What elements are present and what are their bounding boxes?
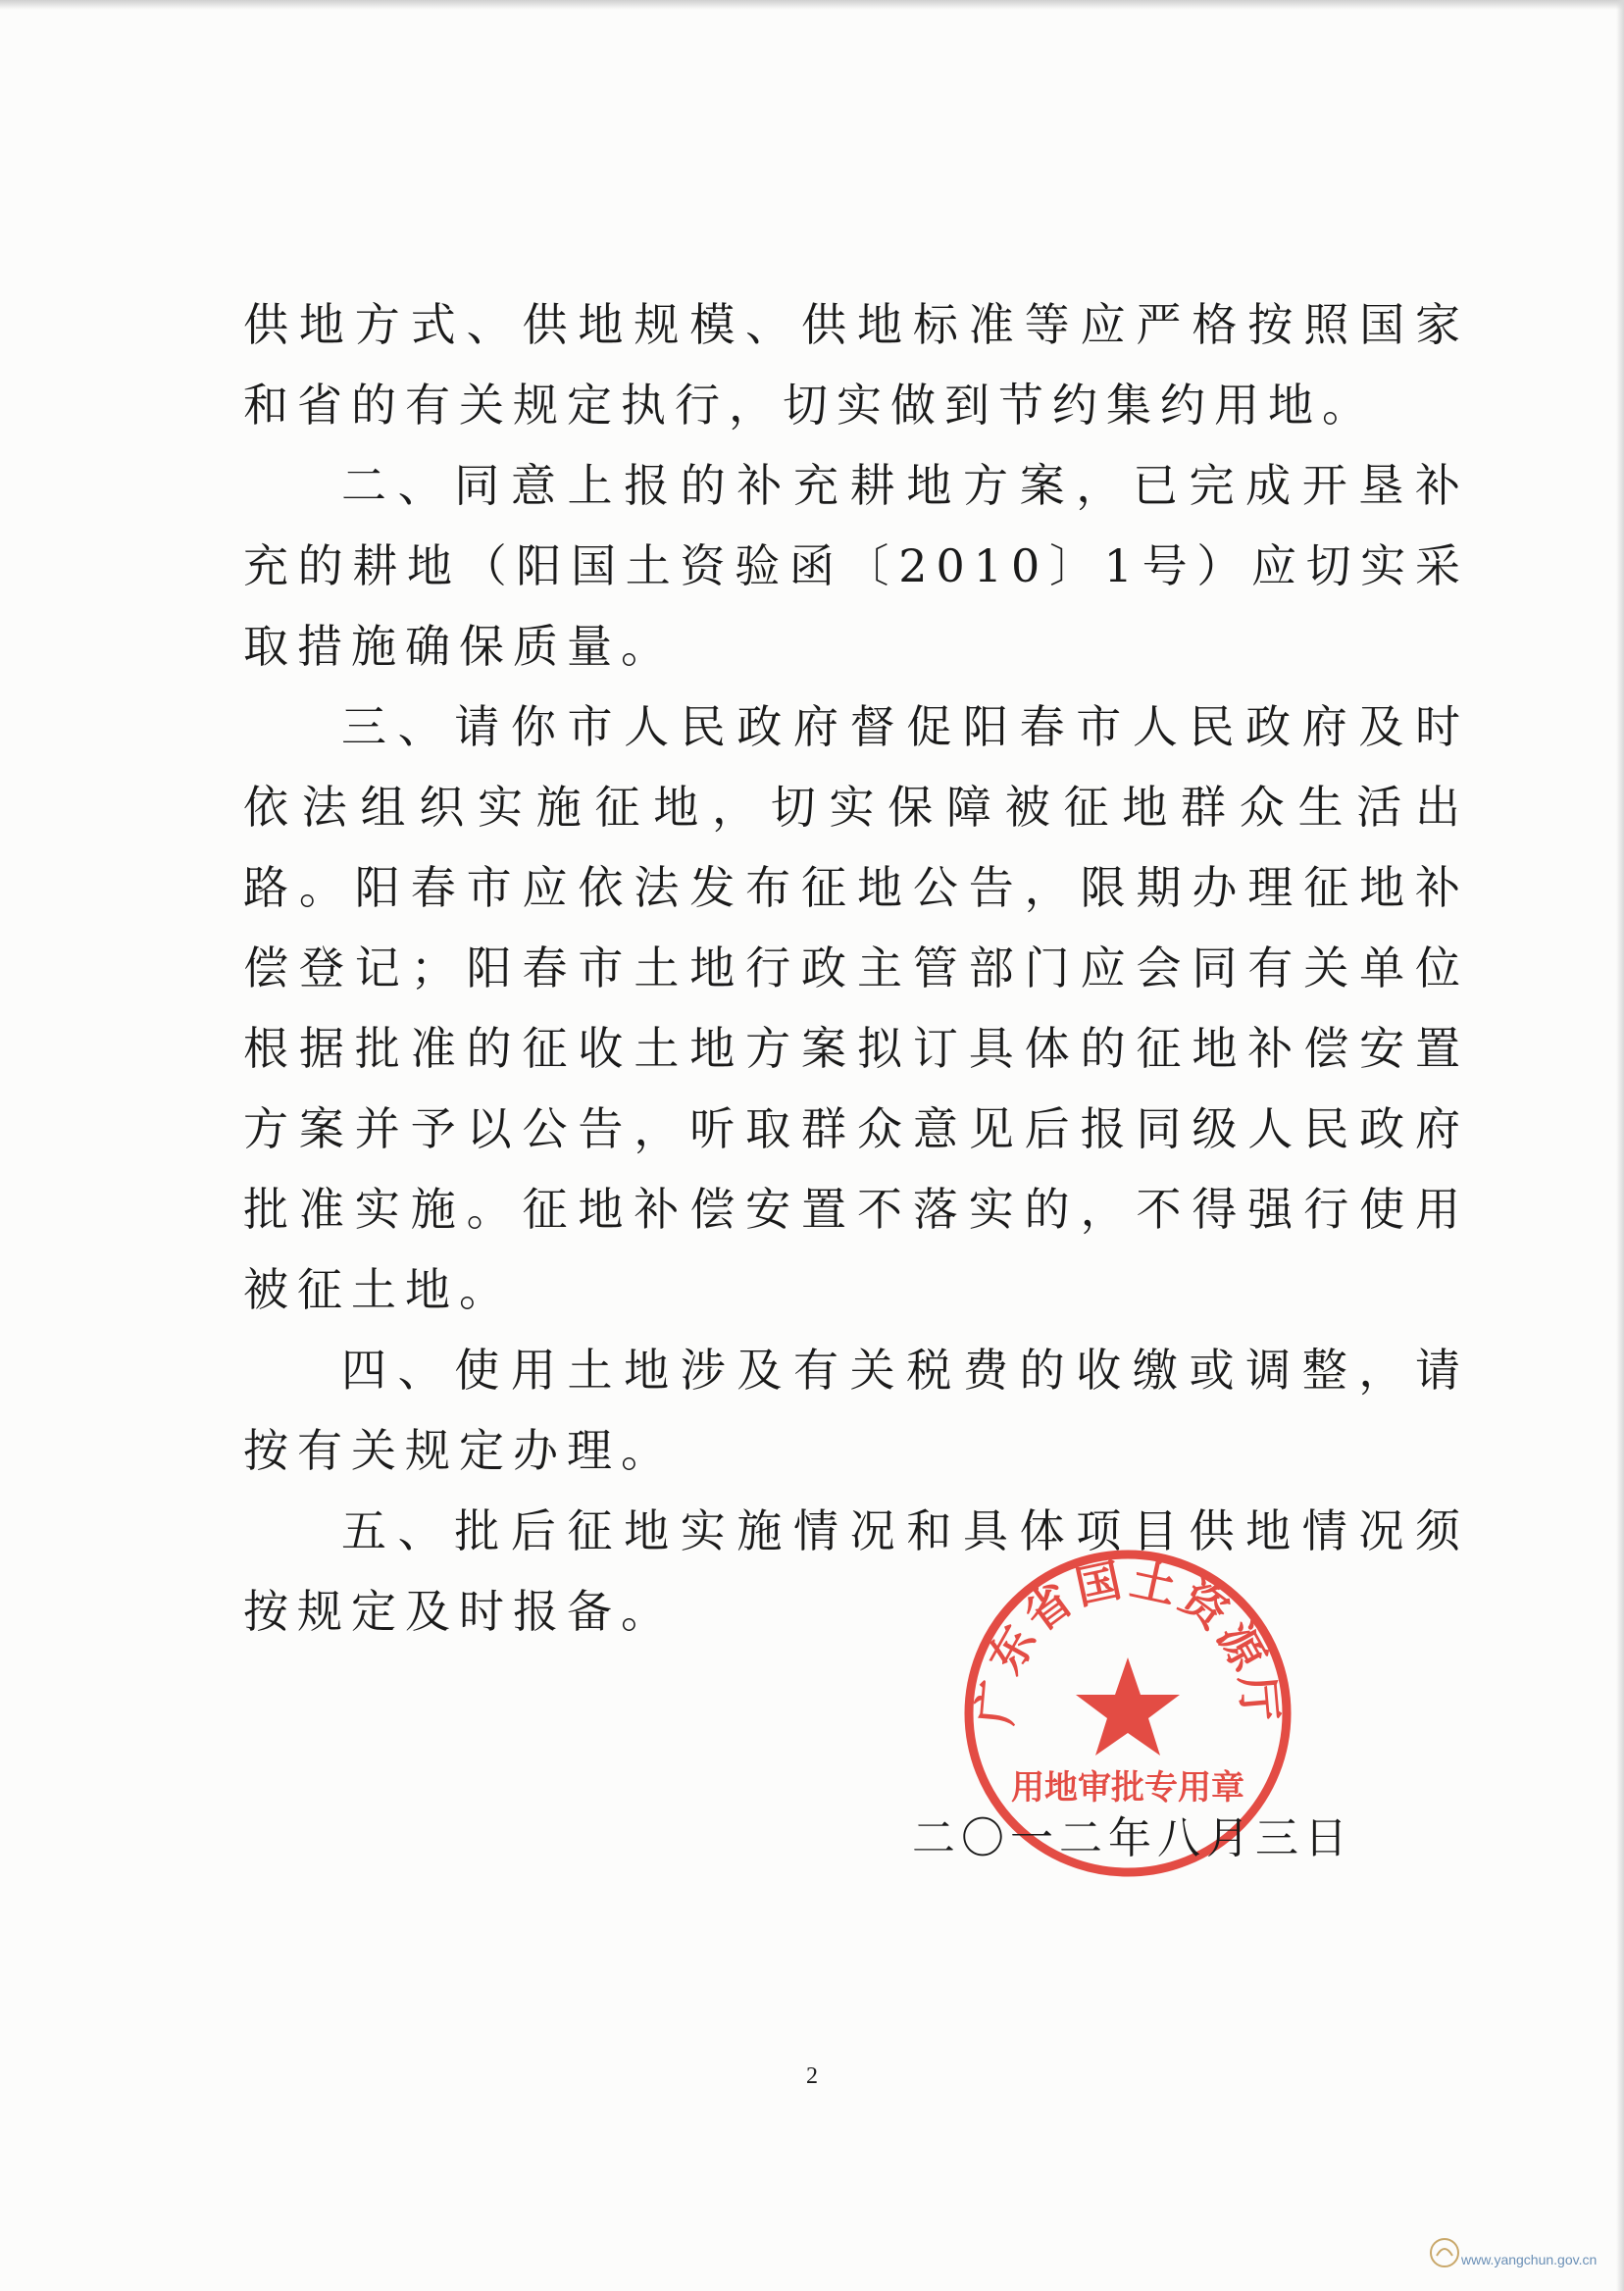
paragraph-continuation: 供地方式、供地规模、供地标准等应严格按照国家和省的有关规定执行，切实做到节约集约用地。 [243, 298, 1469, 432]
seal-inner-text: 用地审批专用章 [1011, 1768, 1244, 1807]
seal-star-icon [1076, 1657, 1180, 1756]
page-number: 2 [806, 2063, 818, 2089]
scan-edge-right [1616, 0, 1624, 2291]
paragraph-item-3: 三、请你市人民政府督促阳春市人民政府及时依法组织实施征地，切实保障被征地群众生活出路。阳春市应依法发布征地公告，限期办理征地补偿登记；阳春市土地行政主管部门应会同有关单位根据批准的征收土地方案拟订具体的征地补偿安置方案并予以公告，听取群众意见后报同级人民政府批准实施。征地补偿安置不落实的，不得强行使用被征土地。 [243, 700, 1469, 1316]
document-body [243, 284, 1469, 1652]
scan-edge-top [0, 0, 1624, 10]
site-watermark: www.yangchun.gov.cn [1461, 2252, 1598, 2267]
site-logo-icon [1428, 2236, 1461, 2269]
seal-outer-text: 广东省国土资源厅 [968, 1552, 1288, 1728]
paragraph-item-5: 五、批后征地实施情况和具体项目供地情况须按规定及时报备。 [243, 1504, 1469, 1638]
paragraph-item-2: 二、同意上报的补充耕地方案，已完成开垦补充的耕地（阳国土资验函〔2010〕1号）应切实采取措施确保质量。 [243, 459, 1469, 673]
paragraph-item-4: 四、使用土地涉及有关税费的收缴或调整，请按有关规定办理。 [243, 1344, 1469, 1477]
document-date: 二〇一二年八月三日 [912, 1813, 1353, 1863]
